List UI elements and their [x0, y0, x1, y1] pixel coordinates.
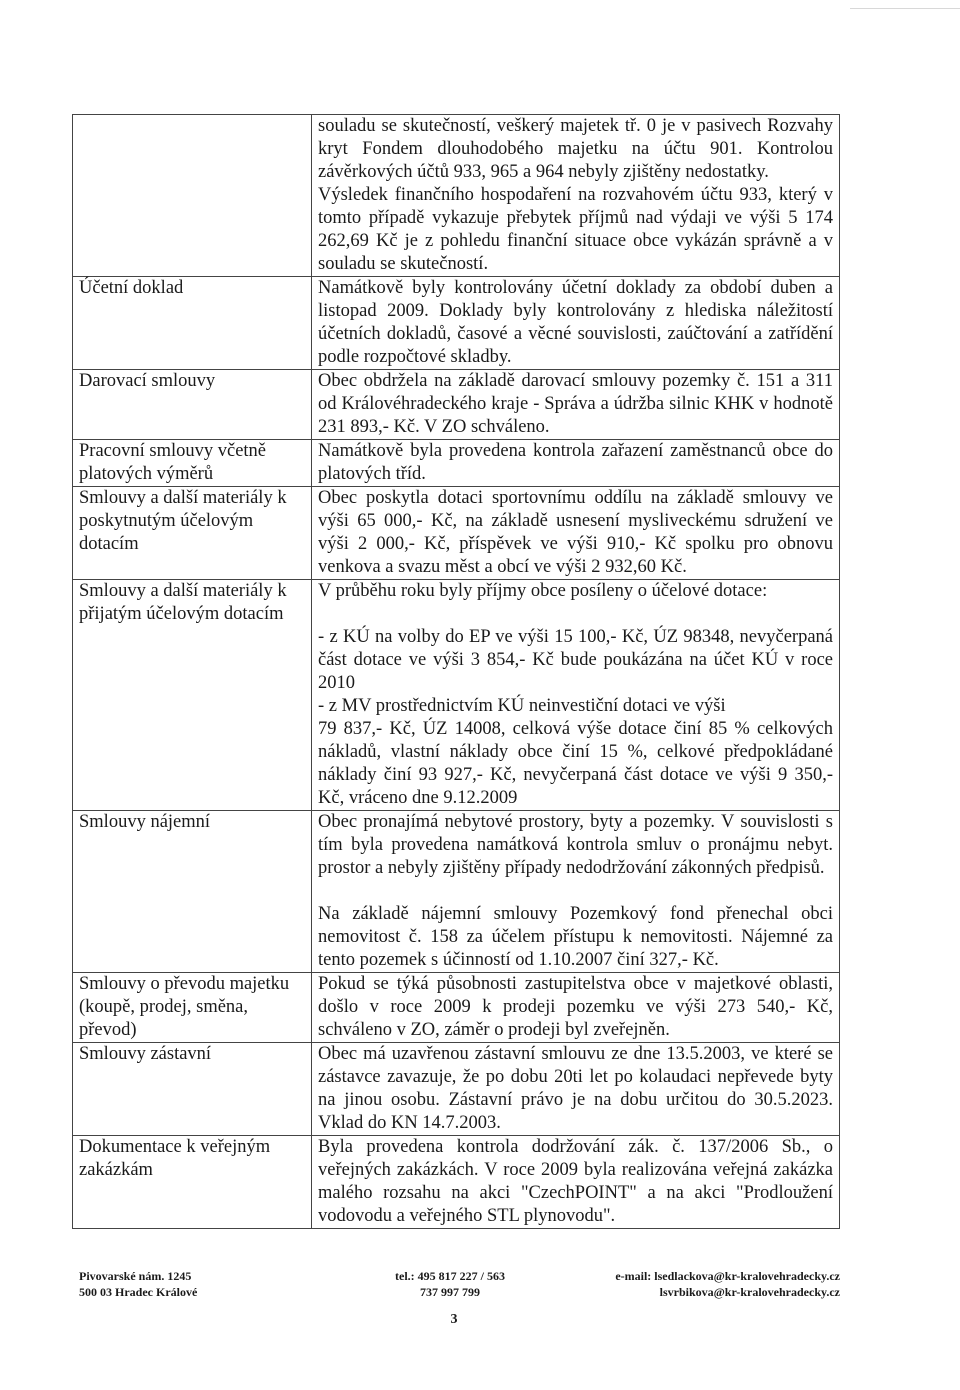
row-paragraph: Obec má uzavřenou zástavní smlouvu ze dne 13.5.2003, ve které se zástavce zavazuje, že po dobu 20ti let po kolaudaci nepřevede byty na jinou osobu. Zástavní právo je na dobu určitou do 30.5.2023. Vklad do KN 14.7.2003.	[318, 1044, 833, 1133]
table-row	[73, 370, 840, 440]
row-label: Darovací smlouvy	[73, 370, 312, 440]
row-paragraph: Byla provedena kontrola dodržování zák. č. 137/2006 Sb., o veřejných zakázkách. V roce 2009 byla realizována veřejná zakázka malého rozsahu na akci "CzechPOINT" a na akci "Prodloužení vodovodu a veřejného STL plynovodu".	[318, 1137, 833, 1226]
footer-email-line1: e-mail: lsedlackova@kr-kralovehradecky.cz	[615, 1269, 840, 1283]
row-paragraph: 79 837,- Kč, ÚZ 14008, celková výše dotace činí 85 % celkových nákladů, vlastní náklady obce činí 15 %, celkové předpokládané náklady činí 93 927,- Kč, nevyčerpaná část dotace ve výši 9 350,- Kč, vráceno dne 9.12.2009	[318, 719, 833, 808]
row-content	[312, 440, 840, 487]
row-paragraph: Namátkově byla provedena kontrola zařazení zaměstnanců obce do platových tříd.	[318, 441, 833, 484]
row-content	[312, 1043, 840, 1136]
row-content	[312, 370, 840, 440]
table-row	[73, 1043, 840, 1136]
row-paragraph: Pokud se týká působnosti zastupitelstva obce v majetkové oblasti, došlo v roce 2009 k prodeji pozemku ve výši 273 540,- Kč, schváleno v ZO, záměr o prodeji byl zveřejněn.	[318, 974, 833, 1040]
row-label: Dokumentace k veřejným zakázkám	[73, 1136, 312, 1229]
footer-address-line1: Pivovarské nám. 1245	[79, 1269, 192, 1283]
row-content	[312, 487, 840, 580]
row-paragraph: - z MV prostřednictvím KÚ neinvestiční dotaci ve výši	[318, 696, 726, 716]
table-body	[73, 115, 840, 1229]
table-row	[73, 973, 840, 1043]
row-paragraph	[318, 603, 833, 626]
row-label: Smlouvy o převodu majetku (koupě, prodej, směna, převod)	[73, 973, 312, 1043]
footer-email	[578, 1268, 840, 1300]
row-paragraph: Výsledek finančního hospodaření na rozvahovém účtu 933, který v tomto případě vykazuje přebytek příjmů nad výdaji ve výši 5 174 262,69 Kč je z pohledu finanční situace obce vykázán správně a v souladu se skutečností.	[318, 185, 833, 274]
row-paragraph: V průběhu roku byly příjmy obce posíleny o účelové dotace:	[318, 581, 768, 601]
footer-email-line2: lsvrbikova@kr-kralovehradecky.cz	[659, 1285, 840, 1299]
row-content	[312, 277, 840, 370]
row-content	[312, 973, 840, 1043]
table-row	[73, 440, 840, 487]
row-paragraph: Obec pronajímá nebytové prostory, byty a pozemky. V souvislosti s tím byla provedena namátková kontrola smluv o pronájmu nebyt. prostor a nebyly zjištěny případy nedodržování zákonných předpisů.	[318, 812, 833, 878]
footer-phone-line2: 737 997 799	[420, 1285, 480, 1299]
row-label: Smlouvy a další materiály k poskytnutým účelovým dotacím	[73, 487, 312, 580]
row-paragraph: Obec poskytla dotaci sportovnímu oddílu na základě smlouvy ve výši 65 000,- Kč, na základě usnesení mysliveckému sdružení ve výši 2 000,- Kč, příspěvek ve výši 910,- Kč spolku pro obnovu venkova a svazu měst a obcí ve výši 2 932,60 Kč.	[318, 488, 833, 577]
row-content	[312, 1136, 840, 1229]
row-label: Smlouvy a další materiály k přijatým účelovým dotacím	[73, 580, 312, 811]
row-paragraph: - z KÚ na volby do EP ve výši 15 100,- Kč, ÚZ 98348, nevyčerpaná část dotace ve výši 3 854,- Kč bude poukázána na účet KÚ v roce 2010	[318, 627, 833, 693]
table-row	[73, 811, 840, 973]
table-row	[73, 1136, 840, 1229]
table-row	[73, 115, 840, 277]
page-number: 3	[450, 1312, 458, 1327]
row-content	[312, 811, 840, 973]
footer-phone	[365, 1268, 535, 1300]
row-label: Pracovní smlouvy včetně platových výměrů	[73, 440, 312, 487]
row-label: Smlouvy zástavní	[73, 1043, 312, 1136]
footer-phone-line1: tel.: 495 817 227 / 563	[395, 1269, 505, 1283]
table-row	[73, 277, 840, 370]
footer-address	[79, 1268, 197, 1300]
table-row	[73, 580, 840, 811]
inspection-table	[72, 114, 840, 1229]
row-content	[312, 115, 840, 277]
row-paragraph: Obec obdržela na základě darovací smlouvy pozemky č. 151 a 311 od Královéhradeckého kraje - Správa a údržba silnic KHK v hodnotě 231 893,- Kč. V ZO schváleno.	[318, 371, 833, 437]
row-label	[73, 115, 312, 277]
row-content	[312, 580, 840, 811]
footer-address-line2: 500 03 Hradec Králové	[79, 1285, 198, 1299]
row-paragraph: Na základě nájemní smlouvy Pozemkový fond přenechal obci nemovitost č. 158 za účelem přístupu k nemovitosti. Nájemné za tento pozemek s účinností od 1.10.2007 činí 327,- Kč.	[318, 904, 833, 970]
row-label: Účetní doklad	[73, 277, 312, 370]
table-row	[73, 487, 840, 580]
row-label: Smlouvy nájemní	[73, 811, 312, 973]
row-paragraph: souladu se skutečností, veškerý majetek tř. 0 je v pasivech Rozvahy kryt Fondem dlouhodobého majetku na účtu 901. Kontrolou závěrkových účtů 933, 965 a 964 nebyly zjištěny nedostatky.	[318, 116, 833, 182]
scan-edge-line	[850, 8, 960, 9]
row-paragraph	[318, 880, 833, 903]
row-paragraph: Namátkově byly kontrolovány účetní doklady za období duben a listopad 2009. Doklady byly kontrolovány z hlediska náležitostí účetních dokladů, časové a věcné souvislosti, zaúčtování a zatřídění podle rozpočtové skladby.	[318, 278, 833, 367]
